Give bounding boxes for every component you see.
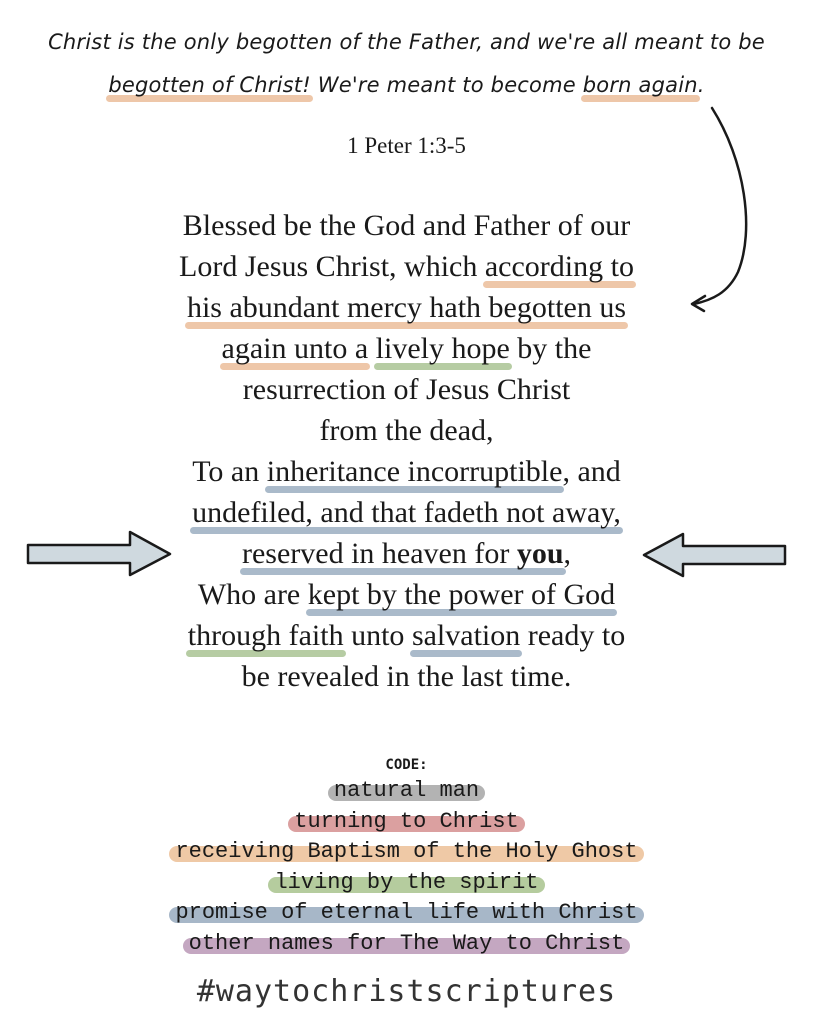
verse-text: Who are — [197, 578, 308, 611]
verse-highlight: undefiled, and that fadeth not away, — [192, 496, 621, 529]
verse-highlight: salvation — [411, 619, 521, 652]
code-legend-title: CODE: — [385, 757, 428, 773]
verse-highlight: inheritance incorruptible — [266, 455, 563, 488]
hashtag: #waytochristscriptures — [196, 974, 617, 1009]
verse-highlight: his abundant mercy hath begotten us — [186, 291, 627, 324]
note-highlight-begotten: begotten of Christ! — [108, 73, 311, 97]
verse-text: To an — [192, 455, 267, 488]
note-line-1: Christ is the only begotten of the Father, and we're all meant to be — [48, 30, 765, 54]
verse-line: be revealed in the last time. — [241, 660, 572, 693]
note-text: We're meant to become — [310, 73, 583, 97]
verse-text: Lord Jesus Christ, which — [179, 250, 485, 283]
legend-item — [0, 776, 813, 807]
verse-highlight: kept by the power of God — [307, 578, 616, 611]
right-arrow-icon — [28, 532, 170, 575]
curved-arrow-icon — [694, 108, 746, 304]
legend-label: other names for The Way to Christ — [183, 931, 631, 956]
verse-line: from the dead, — [319, 414, 494, 447]
legend-label: living by the spirit — [268, 870, 544, 895]
verse-text: , and — [562, 455, 621, 488]
verse-text: unto — [343, 619, 412, 652]
verse-bold-word: you — [516, 537, 564, 570]
legend-item — [0, 868, 813, 899]
legend-item — [0, 929, 813, 960]
legend-item — [0, 807, 813, 838]
legend-label: turning to Christ — [288, 809, 524, 834]
verse-highlight: again unto a — [221, 332, 369, 365]
verse-text: , — [563, 537, 572, 570]
verse-text: by the — [509, 332, 592, 365]
legend-label: natural man — [328, 778, 485, 803]
legend-label: receiving Baptism of the Holy Ghost — [169, 839, 643, 864]
code-legend — [0, 776, 813, 959]
note-period: . — [697, 73, 705, 97]
legend-item — [0, 837, 813, 868]
verse-line: resurrection of Jesus Christ — [242, 373, 571, 406]
verse-highlight: according to — [484, 250, 634, 283]
legend-item — [0, 898, 813, 929]
verse-highlight: through faith — [187, 619, 344, 652]
left-arrow-icon — [644, 534, 785, 576]
verse-text: reserved in heaven for — [241, 537, 517, 570]
scripture-reference: 1 Peter 1:3-5 — [347, 133, 466, 158]
verse-line: Blessed be the God and Father of our — [182, 209, 631, 242]
verse-highlight — [242, 537, 564, 570]
legend-label: promise of eternal life with Christ — [169, 900, 643, 925]
note-highlight-born-again: born again — [582, 73, 698, 97]
verse-text: ready to — [520, 619, 626, 652]
verse-highlight: lively hope — [375, 332, 510, 365]
